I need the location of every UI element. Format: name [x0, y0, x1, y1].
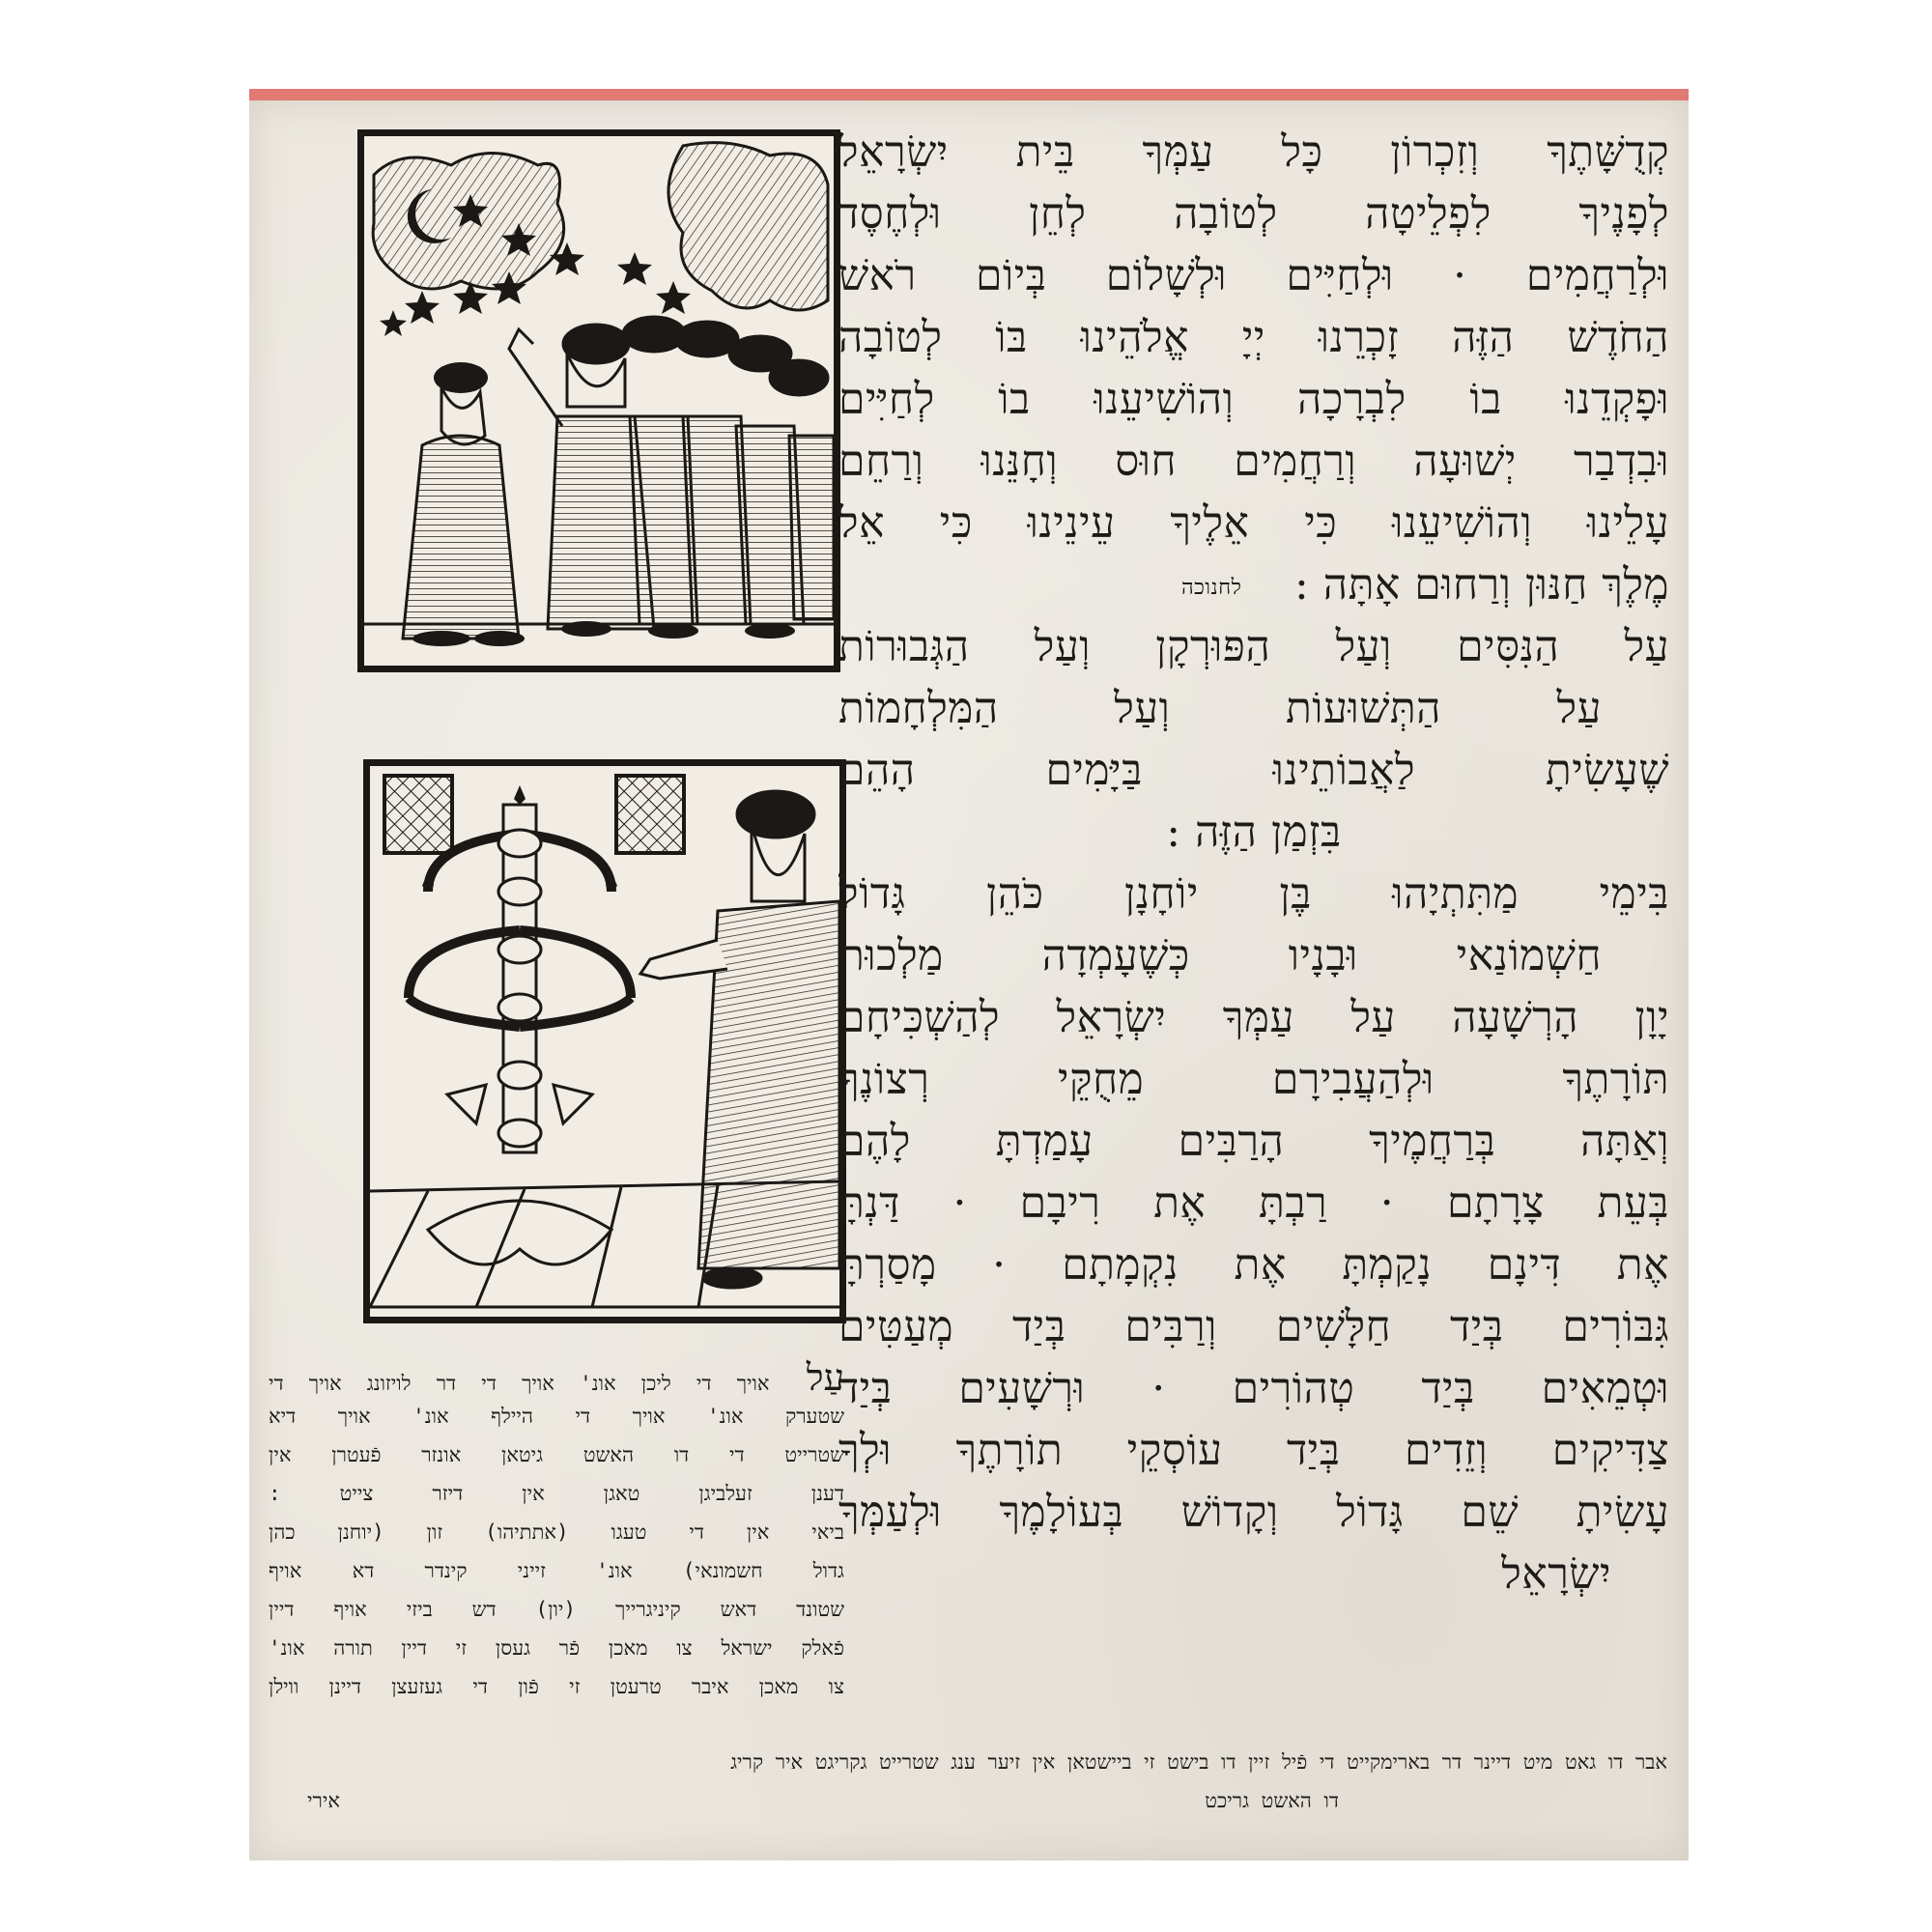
- prayer-line: וּטְמֵאִים בְּיַד טְהוֹרִים · וּרְשָׁעִים בְּיַד: [838, 1364, 1669, 1413]
- prayer-line: וּלְרַחֲמִים · וּלְחַיִּים וּלְשָׁלוֹם בְּיוֹם רֹאשׁ: [838, 251, 1669, 300]
- prayer-line: בִּזְמַן הַזֶּה :: [1166, 808, 1342, 857]
- commentary-line: שטרייט די דו האשט גיטאן אונזר פֿעטרן אין: [269, 1443, 844, 1466]
- prayer-line: אֶת דִּינָם נָקַמְתָּ אֶת נִקְמָתָם · מָסַרְתָּ: [838, 1240, 1669, 1290]
- commentary-line: ביאי אין די טעגו (אתתיהו) זון (יוחנן כהן: [269, 1520, 844, 1544]
- commentary-line: אויך די ליכן אונ' אויך די דר לויזונג אויך די: [269, 1372, 770, 1395]
- prayer-line: קְדֻשָּׁתֶךָ וְזִכְרוֹן כָּל עַמְּךָ בֵּית יִשְׂרָאֵל: [838, 128, 1669, 177]
- footer-line: אבר דו גאט מיט דיינר דר בארימקייט די פֿיל זיין דו בישט זי ביישטאן אין זיער ענג שטרייט גקריגט איר קריג: [730, 1750, 1667, 1774]
- commentary-line: שטונד דאש קיניגרייך (יון) דש ביזי אויף דיין: [269, 1598, 844, 1621]
- hebrew-prayer-text: [838, 122, 1669, 1600]
- commentary-line: גדול חשמונאי) אונ' זייני קינדר דא אויף: [269, 1559, 844, 1582]
- prayer-line: עָלֵינוּ וְהוֹשִׁיעֵנוּ כִּי אֵלֶיךָ עֵינֵינוּ כִּי אֵל: [838, 498, 1669, 548]
- night-scene-drawing: [364, 136, 834, 666]
- chanukah-marker: לחנוכה: [1180, 575, 1242, 600]
- commentary-line: דענן זעלביגן טאגן אין דיזר צייט :: [269, 1482, 844, 1505]
- prayer-line: תּוֹרָתֶךָ וּלְהַעֲבִירָם מֵחֻקֵּי רְצוֹנֶךָ: [838, 1055, 1669, 1104]
- footer-line-2: [269, 1781, 1667, 1820]
- prayer-line: צַדִּיקִים וְזֵדִים בְּיַד עוֹסְקֵי תוֹרָתֶךָ וּלְךָ: [838, 1426, 1669, 1475]
- prayer-line: הַחֹדֶשׁ הַזֶּה זָכְרֵנוּ יְיָ אֱלֹהֵינוּ בּוֹ לְטוֹבָה: [838, 313, 1669, 362]
- prayer-line: יִשְׂרָאֵל: [1501, 1549, 1611, 1599]
- prayer-line: וּבִדְבַר יְשׁוּעָה וְרַחֲמִים חוּס וְחָנֵּנוּ וְרַחֵם: [838, 437, 1669, 486]
- prayer-line-with-marker: [838, 554, 1669, 616]
- menorah-scene-drawing: [370, 766, 839, 1317]
- commentary-line: שטערק אונ' אויך די היילף אונ' אויך דיא: [269, 1405, 844, 1428]
- commentary-line-first: [269, 1358, 844, 1397]
- prayer-line: וּפָקְדֵנוּ בוֹ לִבְרָכָה וְהוֹשִׁיעֵנוּ בוֹ לְחַיִּים: [838, 375, 1669, 424]
- prayer-line: שֶׁעָשִׂיתָ לַאֲבוֹתֵינוּ בַּיָּמִים הָהֵם: [838, 746, 1669, 795]
- prayer-line: וְאַתָּה בְּרַחֲמֶיךָ הָרַבִּים עָמַדְתָּ לָהֶם: [838, 1117, 1669, 1166]
- manuscript-page: [249, 89, 1689, 1861]
- footer-catchword: אירי: [307, 1789, 340, 1812]
- prayer-line: עָשִׂיתָ שֵׁם גָּדוֹל וְקָדוֹשׁ בְּעוֹלָמֶךָ וּלְעַמְּךָ: [838, 1488, 1669, 1537]
- prayer-line: מֶלֶךְ חַנּוּן וְרַחוּם אָתָּה :: [1293, 560, 1669, 610]
- woodcut-night-sky-illustration: [357, 129, 840, 672]
- commentary-line: פֿאלק ישראל צו מאכן פֿר געסן זי דיין תורה אונ': [269, 1636, 844, 1660]
- yiddish-commentary: [269, 1358, 844, 1706]
- prayer-line: חַשְׁמוֹנַאי וּבָנָיו כְּשֶׁעָמְדָה מַלְכוּת: [838, 931, 1602, 980]
- page-footer-text: [269, 1743, 1667, 1820]
- footer-catchphrase: דו האשט גריכט: [1205, 1789, 1339, 1812]
- prayer-line: בְּעֵת צָרָתָם · רַבְתָּ אֶת רִיבָם · דַּנְתָּ: [838, 1179, 1669, 1228]
- prayer-line: בִּימֵי מַתִּתְיָהוּ בֶּן יוֹחָנָן כֹּהֵן גָּדוֹל: [838, 869, 1669, 919]
- prayer-line: עַל הַנִּסִּים וְעַל הַפּוּרְקָן וְעַל הַגְּבוּרוֹת: [838, 622, 1669, 671]
- prayer-line: לְפָנֶיךָ לִפְלֵיטָה לְטוֹבָה לְחֵן וּלְחֶסֶד: [838, 189, 1669, 239]
- prayer-line: גִּבּוֹרִים בְּיַד חַלָּשִׁים וְרַבִּים בְּיַד מְעַטִּים: [838, 1302, 1669, 1351]
- commentary-lead-word: עַל: [806, 1358, 844, 1397]
- prayer-line: יָוָן הָרְשָׁעָה עַל עַמְּךָ יִשְׂרָאֵל לְהַשְׁכִּיחָם: [838, 993, 1669, 1042]
- woodcut-menorah-illustration: [363, 759, 846, 1323]
- commentary-line: צו מאכן איבר טרעטן זי פֿון די געזעצן דיינן ווילן: [269, 1675, 844, 1698]
- prayer-line: עַל הַתְּשׁוּעוֹת וְעַל הַמִּלְחָמוֹת: [838, 684, 1602, 733]
